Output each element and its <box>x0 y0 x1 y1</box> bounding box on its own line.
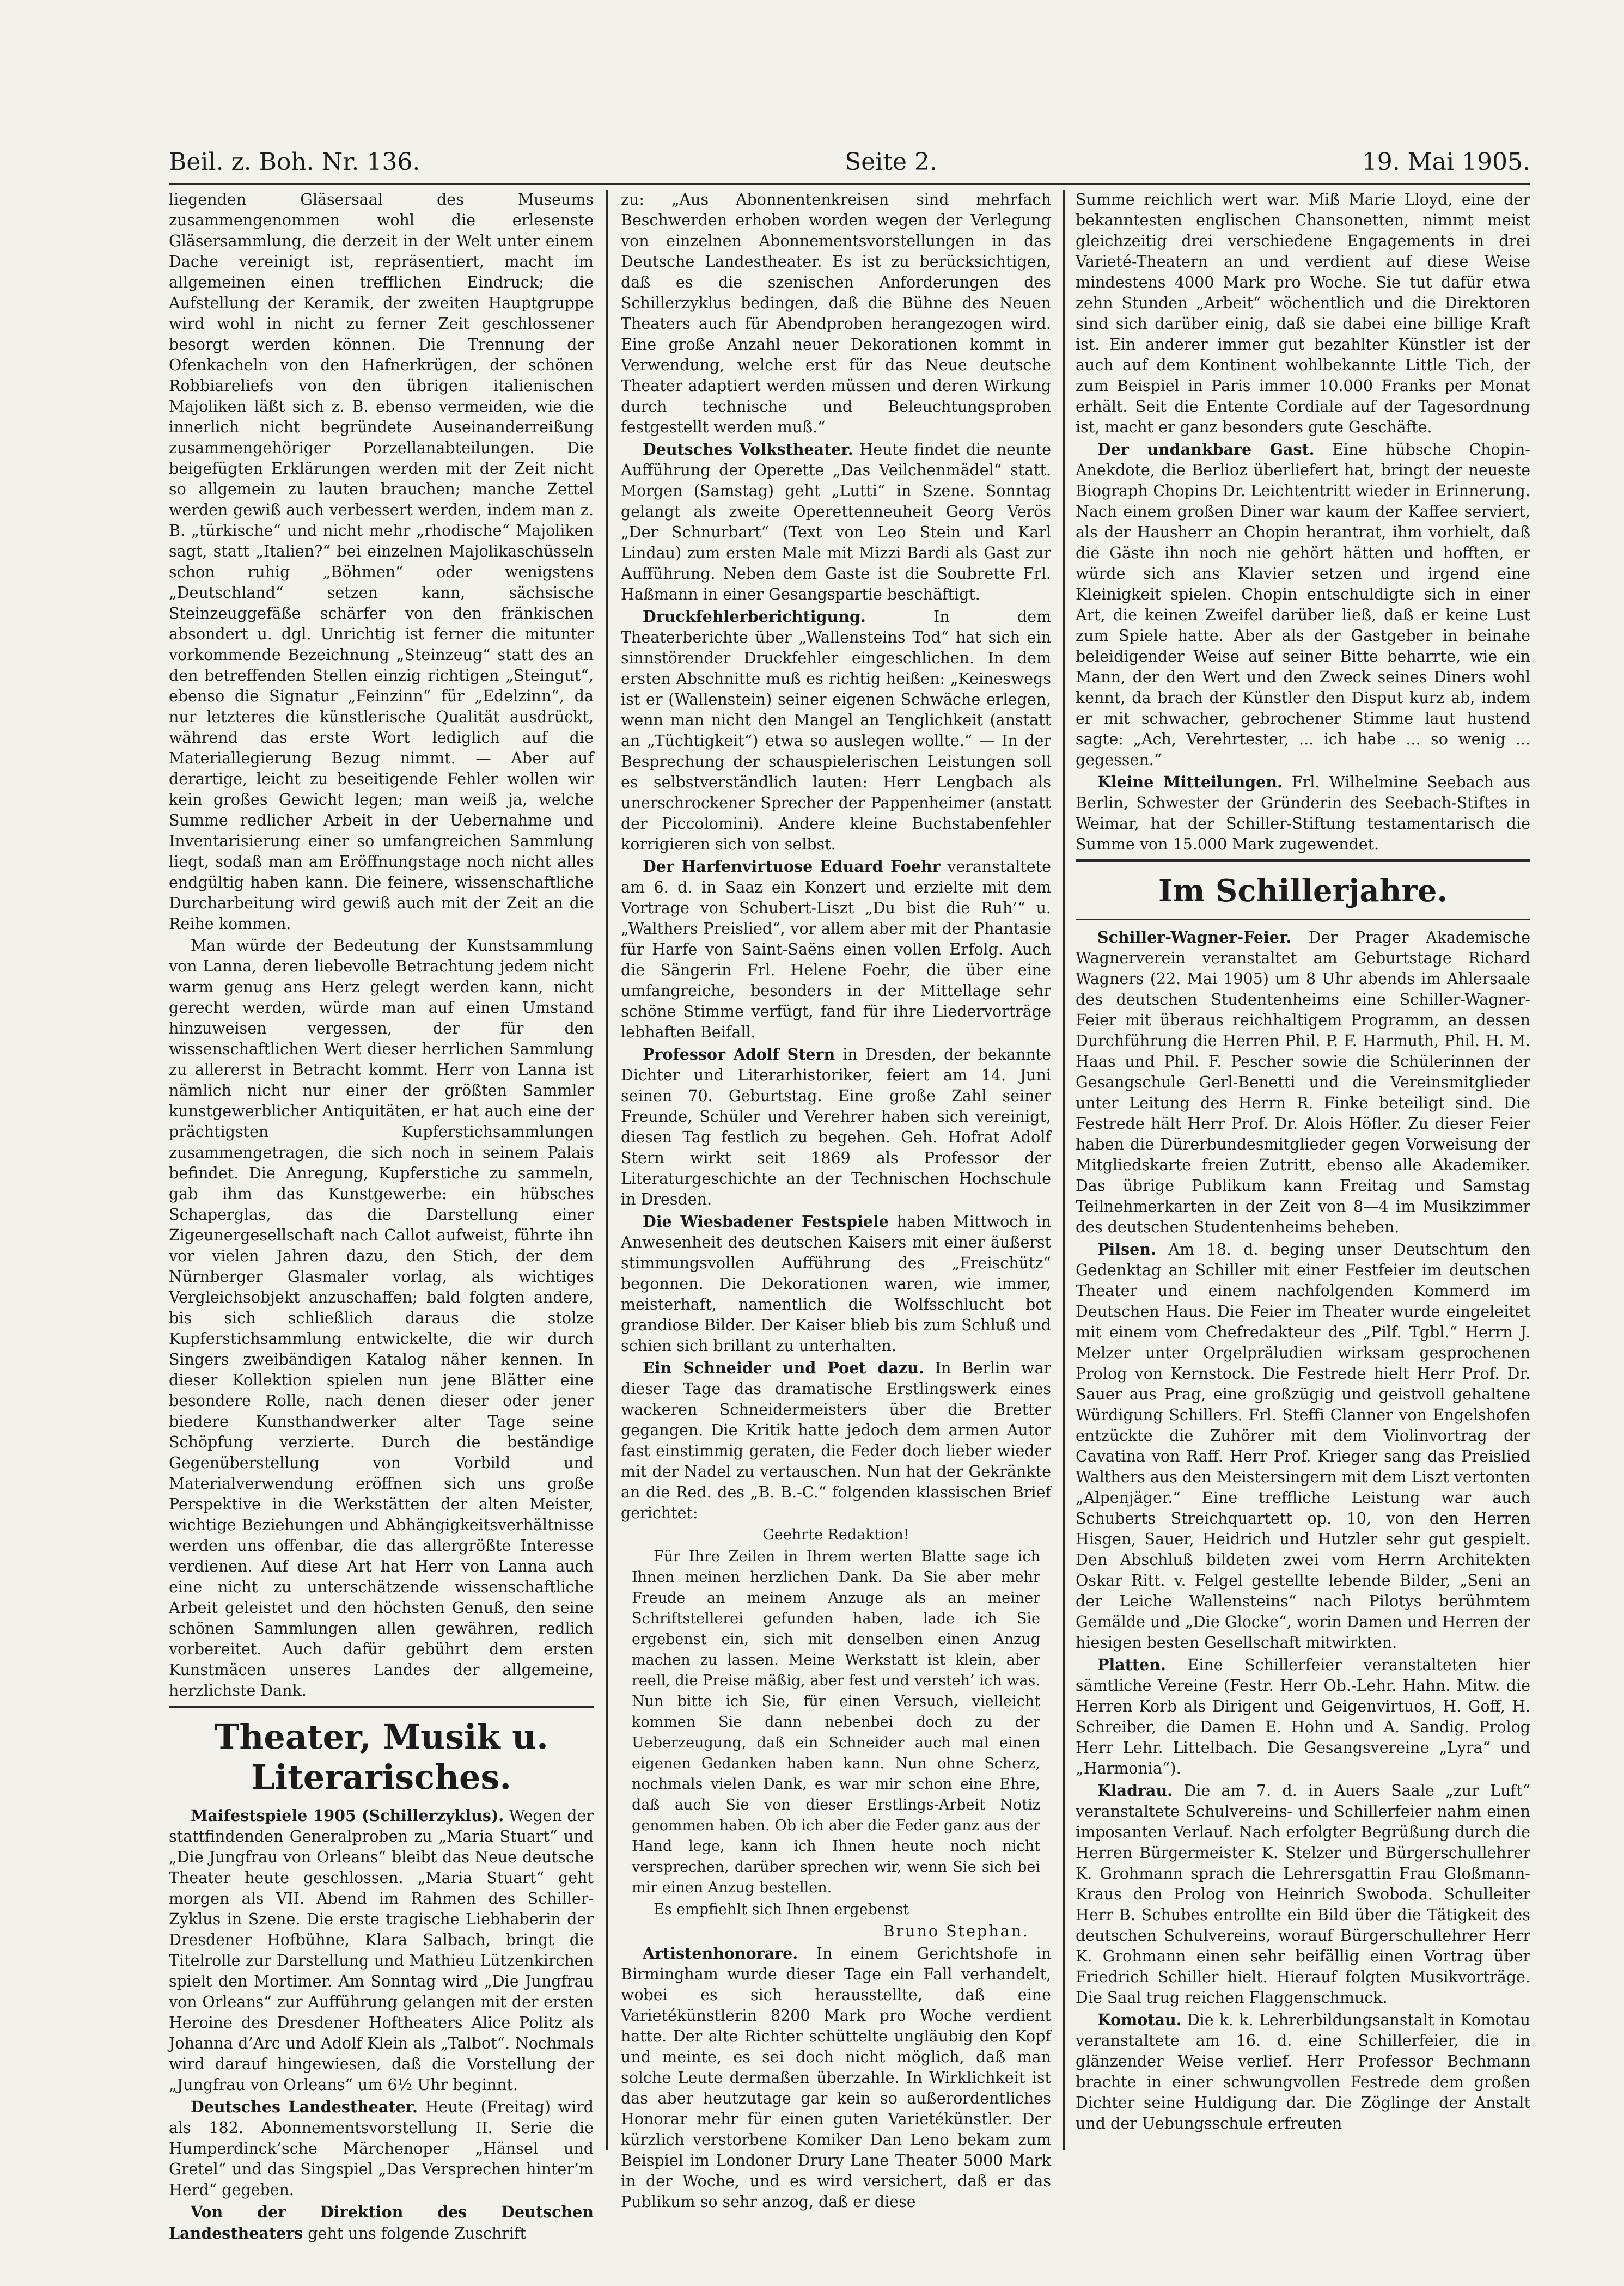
notice-landestheater <box>169 2096 594 2201</box>
column-divider-2 <box>1063 190 1065 2150</box>
notice-direktion-continuation: zu: „Aus Abonnentenkreisen sind mehrfach Beschwerden erhoben worden wegen der Verlegung von einzelnen Abonnementsvorstellungen in das Deutsche Landestheater. Es ist zu berücksichtigen, daß es die szenischen Anforderungen des Schillerzyklus bedingen, daß die Bühne des Neuen Theaters auch für Abendproben herangezogen wird. Eine große Anzahl neuer Dekorationen kommt in Verwendung, welche erst für das Neue deutsche Theater adaptiert werden müssen und deren Wirkung durch technische und Beleuchtungsproben festgestellt werden muß.“ <box>621 191 1051 436</box>
notice-heading: Deutsches Volkstheater. <box>643 440 853 459</box>
notice-stern <box>621 1044 1051 1210</box>
notice-heading: Schiller-Wagner-Feier. <box>1097 928 1292 946</box>
notice-heading: Ein Schneider und Poet dazu. <box>643 1359 924 1377</box>
notice-text: Die am 7. d. in Auers Saale „zur Luft“ veranstaltete Schulvereins- und Schillerfeier nahm einen imposanten Verlauf. Nach erfolgter Begrüßung durch die Herren Bürgermeister K. Stelzer und Bürgerschullehrer K. Grohmann sprach die Lehrersgattin Frau Gloßmann-Kraus den Prolog von Heinrich Swoboda. Schulleiter Herr B. Schubes entrollte ein Bild über die Tätigkeit des deutschen Schulvereins, worauf Bürgerschullehrer Herr K. Grohmann einen sehr beifällig einen Vortrag über Friedrich Schiller hielt. Hierauf folgten Musikvorträge. Die Saal trug reichen Flaggenschmuck. <box>1076 1782 1530 2007</box>
letter-signature: Bruno Stephan. <box>883 1922 1029 1940</box>
notice-text: Frl. Wilhelmine Seebach aus Berlin, Schwester der Gründerin des Seebach-Stiftes in Weimar, hat der Schiller-Stiftung testamentarisch die Summe von 15.000 Mark zugewendet. <box>1076 773 1530 853</box>
notice-heading: Artistenhonorare. <box>643 1944 798 1963</box>
notice-schiller-wagner <box>1076 927 1530 1238</box>
page-header <box>169 143 1530 181</box>
column-divider-1 <box>606 190 608 2150</box>
article-continuation: liegenden Gläsersaal des Museums zusammengenommen wohl die erlesenste Gläsersammlung, die derzeit in der Welt unter einem Dache vereinigt ist, repräsentiert, macht im allgemeinen einen trefflichen Eindruck; die Aufstellung der Keramik, der zweiten Hauptgruppe wird wohl in nicht zu ferner Zeit geschlossener besorgt werden können. Die Trennung der Ofenkacheln von den Hafnerkrügen, der schönen Robbiareliefs von den übrigen italienischen Majoliken läßt sich z. B. ebenso vermeiden, wie die innerlich nicht begründete Auseinanderreißung zusammengehöriger Porzellanabteilungen. Die beigefügten Erklärungen werden mit der Zeit nicht so allgemein zu lauten brauchen; manche Zettel werden gewiß auch verbessert werden, indem man z. B. „türkische“ und nicht mehr „rhodische“ Majoliken sagt, statt „Italien?“ bei einzelnen Majolikaschüsseln schon ruhig „Böhmen“ oder wenigstens „Deutschland“ setzen kann, sächsische Steinzeuggefäße schärfer von den fränkischen absondert u. dgl. Unrichtig ist ferner die mitunter vorkommende Bezeichnung „Steinzeug“ statt des an den betreffenden Stellen einzig richtigen „Steingut“, ebenso die Signatur „Feinzinn“ für „Edelzinn“, da nur letzteres die künstlerische Qualität ausdrückt, während das erste Wort lediglich auf die Materiallegierung Bezug nimmt. — Aber auf derartige, leicht zu beseitigende Fehler wollen wir kein großes Gewicht legen; man weiß ja, welche Summe redlicher Arbeit in der Uebernahme und Inventarisierung einer so umfangreichen Sammlung liegt, sodaß man am Eröffnungstage noch nicht alles endgültig haben kann. Die feinere, wissenschaftliche Durcharbeitung wird gewiß auch mit der Zeit an die Reihe kommen. <box>169 191 594 933</box>
notice-text: In Berlin war dieser Tage das dramatische Erstlingswerk eines wackeren Schneidermeisters über die Bretter gegangen. Die Kritik hatte jedoch dem armen Autor fast einstimmig geraten, die Feder doch lieber wieder mit der Nadel zu vertauschen. Nun hat der Gekränkte an die Red. des „B. B.-C.“ folgenden klassischen Brief gerichtet: <box>621 1359 1052 1522</box>
section-heading-theater: Theater, Musik u. Literarisches. <box>214 1717 548 1797</box>
notice-maifestspiele <box>169 1805 594 2095</box>
notice-heading: Druckfehlerberichtigung. <box>643 607 866 626</box>
notice-text: Der Prager Akademische Wagnerverein veranstaltet am Geburtstage Richard Wagners (22. Mai 1905) um 8 Uhr abends im Ahlersaale des deutschen Studentenheims eine Schiller-Wagner-Feier mit überaus reichhaltigem Programm, an dessen Durchführung die Herren Phil. P. F. Harmuth, Phil. H. M. Haas und Phil. F. Pescher sowie die Schülerinnen der Gesangschule Gerl-Benetti und die Vereinsmitglieder unter Leitung des Herrn R. Finke beteiligt sind. Die Festrede hält Herr Prof. Dr. Alois Höfler. Zu dieser Feier haben die Dürerbundesmitglieder gegen Vorweisung der Mitgliedskarte freien Zutritt, ebenso alle Akademiker. Das übrige Publikum kann Freitag und Samstag Teilnehmerkarten in der Zeit von 8—4 im Musikzimmer des deutschen Studentenheims beheben. <box>1076 928 1530 1236</box>
notice-heading: Von der Direktion des Deutschen Landestheaters <box>169 2203 594 2242</box>
notice-artistenhonorare-continuation: Summe reichlich wert war. Miß Marie Lloyd, eine der bekanntesten englischen Chansonetten, nimmt meist gleichzeitig drei verschiedene Engagements in drei Varieté-Theatern an und verdient auf diese Weise mindestens 4000 Mark pro Woche. Sie tut dafür etwa zehn Stunden „Arbeit“ wöchentlich und die Direktoren sind sich darüber einig, daß sie dabei eine billige Kraft ist. Ein anderer immer gut bezahlter Künstler ist der auch auf dem Kontinent wohlbekannte Little Tich, der zum Beispiel in Paris immer 10.000 Franks per Monat erhält. Seit die Entente Cordiale auf der Tagesordnung ist, macht er ganz besonders gute Geschäfte. <box>1076 191 1530 436</box>
header-rule <box>169 183 1530 185</box>
notice-undankbarer-gast <box>1076 439 1530 771</box>
letter-salutation: Geehrte Redaktion! <box>762 1526 909 1543</box>
notice-text: In dem Theaterberichte über „Wallensteins Tod“ hat sich ein sinnstörender Druckfehler eingeschlichen. In dem ersten Abschnitte muß es richtig heißen: „Keineswegs ist er (Wallenstein) seiner eigenen Schwäche erlegen, wenn man nicht den Mangel an Tenglichkeit (anstatt an „Tüchtigkeit“) etwa so auslegen wollte.“ — In der Besprechung der schauspielerischen Leistungen soll es selbstverständlich lauten: Herr Lengbach als unerschrockener Sprecher der Pappenheimer (anstatt der Piccolomini). Andere kleine Buchstabenfehler korrigieren sich von selbst. <box>621 608 1052 853</box>
notice-volkstheater <box>621 439 1051 605</box>
letter-closing: Es empfiehlt sich Ihnen ergebenst <box>654 1901 909 1918</box>
notice-heading: Maifestspiele 1905 (Schillerzyklus). <box>191 1806 504 1825</box>
notice-heading: Pilsen. <box>1097 1240 1156 1258</box>
notice-heading: Der undankbare Gast. <box>1097 440 1315 459</box>
notice-text: Die k. k. Lehrerbildungsanstalt in Komotau veranstaltete am 16. d. eine Schillerfeier, die in glänzender Weise verlief. Herr Professor Bechmann brachte in einer schwungvollen Festrede dem großen Dichter seine Huldigung dar. Die Zöglinge der Anstalt und der Uebungsschule erfreuten <box>1076 2011 1531 2132</box>
section-rule <box>1076 859 1530 862</box>
section-rule <box>169 1706 594 1708</box>
notice-druckfehler <box>621 606 1051 855</box>
notice-heading: Deutsches Landestheater. <box>191 2098 418 2116</box>
notice-text: Heute (Freitag) wird als 182. Abonnementsvorstellung II. Serie die Humperdinck’sche Märchenoper „Hänsel und Gretel“ und das Singspiel „Das Versprechen hinter’m Herd“ gegeben. <box>169 2098 594 2199</box>
notice-text: Eine hübsche Chopin-Anekdote, die Berlioz überliefert hat, bringt der neueste Biograph Chopins Dr. Leichtentritt wieder in Erinnerung. Nach einem großen Diner war kaum der Kaffee serviert, als der Hausherr an Chopin herantrat, ihm vorhielt, daß die Gäste ihn noch nie gehört hätten und hofften, er würde sich ans Klavier setzen und irgend eine Kleinigkeit spielen. Chopin entschuldigte sich in einer Art, die keinen Zweifel darüber ließ, daß er keine Lust zum Spiele hatte. Aber als der Gastgeber in beinahe beleidigender Weise auf seiner Bitte beharrte, wie ein Mann, der den Wert und den Zweck seines Diners wohl kennt, da brach der Künstler den Disput kurz ab, indem er mit schwacher, gebrochener Stimme laut hustend sagte: „Ach, Verehrtester, ... ich habe ... so wenig ... gegessen.“ <box>1076 441 1530 769</box>
notice-pilsen <box>1076 1239 1530 1653</box>
notice-text: Heute findet die neunte Aufführung der Operette „Das Veilchenmädel“ statt. Morgen (Samstag) geht „Lutti“ in Szene. Sonntag gelangt als zweite Operettenneuheit Georg Verös „Der Schnurbart“ (Text von Leo Stein und Karl Lindau) zum ersten Male mit Mizzi Bardi als Gast zur Aufführung. Neben dem Gaste ist die Soubrette Frl. Haßmann in einer Gesangspartie beschäftigt. <box>621 441 1051 603</box>
supplement-number: Beil. z. Boh. Nr. 136. <box>169 148 420 176</box>
column-2 <box>621 190 1052 2211</box>
notice-text: veranstaltete am 6. d. in Saaz ein Konzert und erzielte mit dem Vortrage von Schubert-Liszt „Du bist die Ruh’“ u. „Walthers Preislied“, vor allem aber mit der Phantasie für Harfe von Saint-Saëns einen vollen Erfolg. Auch die Sängerin Frl. Helene Foehr, die über eine umfangreiche, besonders in der Mittellage sehr schöne Stimme verfügt, fand für ihre Liedervorträge lebhaften Beifall. <box>621 858 1052 1041</box>
notice-heading: Kladrau. <box>1097 1781 1173 1800</box>
notice-platten <box>1076 1654 1530 1779</box>
issue-date: 19. Mai 1905. <box>1362 148 1530 176</box>
notice-text: in Dresden, der bekannte Dichter und Literarhistoriker, feiert am 14. Juni seinen 70. Geburtstag. Eine große Zahl seiner Freunde, Schüler und Verehrer haben sich vereinigt, diesen Tag festlich zu begehen. Geh. Hofrat Adolf Stern wirkt seit 1869 als Professor der Literaturgeschichte an der Technischen Hochschule in Dresden. <box>621 1046 1052 1208</box>
notice-text: haben Mittwoch in Anwesenheit des deutschen Kaisers mit einer äußerst stimmungsvollen Aufführung des „Freischütz“ begonnen. Die Dekorationen waren, wie immer, meisterhaft, namentlich die Wolfsschlucht bot grandiose Bilder. Der Kaiser blieb bis zum Schluß und schien sich brillant zu unterhalten. <box>621 1213 1051 1355</box>
section-heading-schillerjahre: Im Schillerjahre. <box>1158 873 1448 909</box>
notice-schneider <box>621 1358 1051 1524</box>
notice-harfenvirtuose <box>621 856 1051 1043</box>
notice-direktion <box>169 2202 594 2244</box>
notice-text: geht uns folgende Zuschrift <box>308 2224 526 2242</box>
notice-text: In einem Gerichtshofe in Birmingham wurde dieser Tage ein Fall verhandelt, wobei es sich herausstellte, daß eine Varietékünstlerin 8200 Mark pro Woche verdient hatte. Der alte Richter schüttelte ungläubig den Kopf und meinte, es sei doch nicht möglich, daß man solche Leute dermaßen überzahle. In Wirklichkeit ist das aber heutzutage gar kein so außerordentliches Honorar mehr für einen guten Varietékünstler. Der kürzlich verstorbene Komiker Dan Leno bekam zum Beispiel im Londoner Drury Lane Theater 5000 Mark in der Woche, und es wird versichert, daß er das Publikum so sehr anzog, daß er diese <box>621 1945 1052 2211</box>
article-paragraph: Man würde der Bedeutung der Kunstsammlung von Lanna, deren liebevolle Betrachtung jedem nicht warm genug ans Herz gelegt werden kann, nicht gerecht werden, würde man auf einen Umstand hinzuweisen vergessen, der für den wissenschaftlichen Wert dieser herrlichen Sammlung zu allererst in Betracht kommt. Herr von Lanna ist nämlich nicht nur einer der größten Sammler kunstgewerblicher Antiquitäten, er hat auch eine der prächtigsten Kupferstichsammlungen zusammengetragen, die sich noch in seinem Palais befindet. Die Anregung, Kupferstiche zu sammeln, gab ihm das Kunstgewerbe: ein hübsches Schaperglas, das die Darstellung einer Zigeunergesellschaft nach Callot aufweist, führte ihn vor vielen Jahren dazu, den Stich, der dem Nürnberger Glasmaler vorlag, als wichtiges Vergleichsobjekt anzuschaffen; bald folgten andere, bis sich schließlich daraus die stolze Kupferstichsammlung entwickelte, die wir durch Singers zweibändigen Katalog näher kennen. In dieser Kollektion spielen nun jene Blätter eine besondere Rolle, nach denen dieser oder jener biedere Kunsthandwerker alter Tage seine Schöpfung verzierte. Durch die beständige Gegenüberstellung von Vorbild und Materialverwendung eröffnen sich uns große Perspektive in die Werkstätten der alten Meister, wichtige Beziehungen und Abhängigkeitsverhältnisse werden uns offenbar, die das allergrößte Interesse verdienen. Auf diese Art hat Herr von Lanna auch eine nicht zu unterschätzende wissenschaftliche Arbeit geleistet und den höchsten Genuß, den seine schönen Sammlungen allen gewähren, redlich vorbereitet. Auch dafür gebührt dem ersten Kunstmäcen unseres Landes der allgemeine, herzlichste Dank. <box>169 937 594 1700</box>
section-rule <box>1076 919 1530 920</box>
notice-heading: Professor Adolf Stern <box>643 1045 835 1063</box>
notice-heading: Kleine Mitteilungen. <box>1097 773 1283 791</box>
notice-heading: Die Wiesbadener Festspiele <box>643 1212 889 1231</box>
notice-komotau <box>1076 2009 1530 2134</box>
notice-heading: Komotau. <box>1097 2010 1182 2029</box>
column-3 <box>1076 190 1530 2150</box>
page-number: Seite 2. <box>845 148 938 176</box>
notice-heading: Platten. <box>1097 1655 1166 1674</box>
notice-text: Eine Schillerfeier veranstalteten hier sämtliche Vereine (Festr. Herr Ob.-Lehr. Hahn. Mitw. die Herren Korb als Dirigent und Geigenvirtuos, H. Goff, H. Schreiber, die Damen E. Hohn und A. Sandig. Prolog Herr Lehr. Littelbach. Die Gesangsvereine „Lyra“ und „Harmonia“). <box>1076 1656 1530 1777</box>
letter-body: Für Ihre Zeilen in Ihrem werten Blatte sage ich Ihnen meinen herzlichen Dank. Da Sie aber mehr Freude an meinem Anzuge als an meiner Schriftstellerei gefunden haben, lade ich Sie ergebenst ein, sich mit denselben einen Anzug machen zu lassen. Meine Werkstatt ist klein, aber reell, die Preise mäßig, aber fest und versteh’ ich was. Nun bitte ich Sie, für einen Versuch, vielleicht kommen Sie dann nebenbei doch zu der Ueberzeugung, daß ein Schneider auch mal einen eigenen Gedanken haben kann. Nun ohne Scherz, nochmals vielen Dank, es war mir schon eine Ehre, daß auch Sie von dieser Erstlings-Arbeit Notiz genommen haben. Ob ich aber die Feder ganz aus der Hand lege, kann ich Ihnen heute noch nicht versprechen, darüber sprechen wir, wenn Sie sich bei mir einen Anzug bestellen. <box>632 1548 1040 1896</box>
notice-text: Wegen der stattfindenden Generalproben zu „Maria Stuart“ und „Die Jungfrau von Orleans“ bleibt das Neue deutsche Theater heute geschlossen. „Maria Stuart“ geht morgen als VII. Abend im Rahmen des Schiller-Zyklus in Szene. Die erste tragische Liebhaberin der Dresdener Hofbühne, Klara Salbach, bringt die Titelrolle zur Darstellung und Mathieu Lützenkirchen spielt den Mortimer. Am Sonntag wird „Die Jungfrau von Orleans“ zur Aufführung gelangen mit der ersten Heroine des Dresdener Hoftheaters Alice Politz als Johanna d’Arc und Adolf Klein als „Talbot“. Nochmals wird darauf hingewiesen, daß die Vorstellung der „Jungfrau von Orleans“ um 6½ Uhr beginnt. <box>169 1807 594 2094</box>
notice-kleine-mitteilungen <box>1076 772 1530 855</box>
notice-wiesbaden <box>621 1211 1051 1356</box>
notice-artistenhonorare <box>621 1943 1051 2212</box>
column-1 <box>169 190 594 2242</box>
notice-heading: Der Harfenvirtuose Eduard Foehr <box>643 857 941 876</box>
notice-text: Am 18. d. beging unser Deutschtum den Gedenktag an Schiller mit einer Festfeier im deutschen Theater und einem nachfolgenden Kommerd im Deutschen Haus. Die Feier im Theater wurde eingeleitet mit einem vom Chefredakteur des „Pilf. Tgbl.“ Herrn J. Melzer unter Orgelpräludien wirksam gesprochenen Prolog von Kernstock. Die Festrede hielt Herr Prof. Dr. Sauer aus Prag, eine großzügig und geistvoll gehaltene Würdigung Schillers. Frl. Steffi Clanner von Engelshofen entzückte die Zuhörer mit dem Violinvortrag der Cavatina von Raff. Herr Prof. Krieger sang das Preislied Walthers aus den Meistersingern mit dem Liszt vertonten „Alpenjäger.“ Eine treffliche Leistung war auch Schuberts Streichquartett op. 10, von den Herren Hisgen, Sauer, Heidrich und Hutzler sehr gut gespielt. Den Abschluß bildeten zwei vom Herrn Architekten Oskar Ritt. v. Felgel gestellte lebende Bilder, „Seni an der Leiche Wallensteins“ nach Pilotys berühmtem Gemälde und „Die Glocke“, worin Damen und Herren der hiesigen besten Gesellschaft mitwirkten. <box>1076 1240 1531 1652</box>
notice-kladrau <box>1076 1780 1530 2008</box>
